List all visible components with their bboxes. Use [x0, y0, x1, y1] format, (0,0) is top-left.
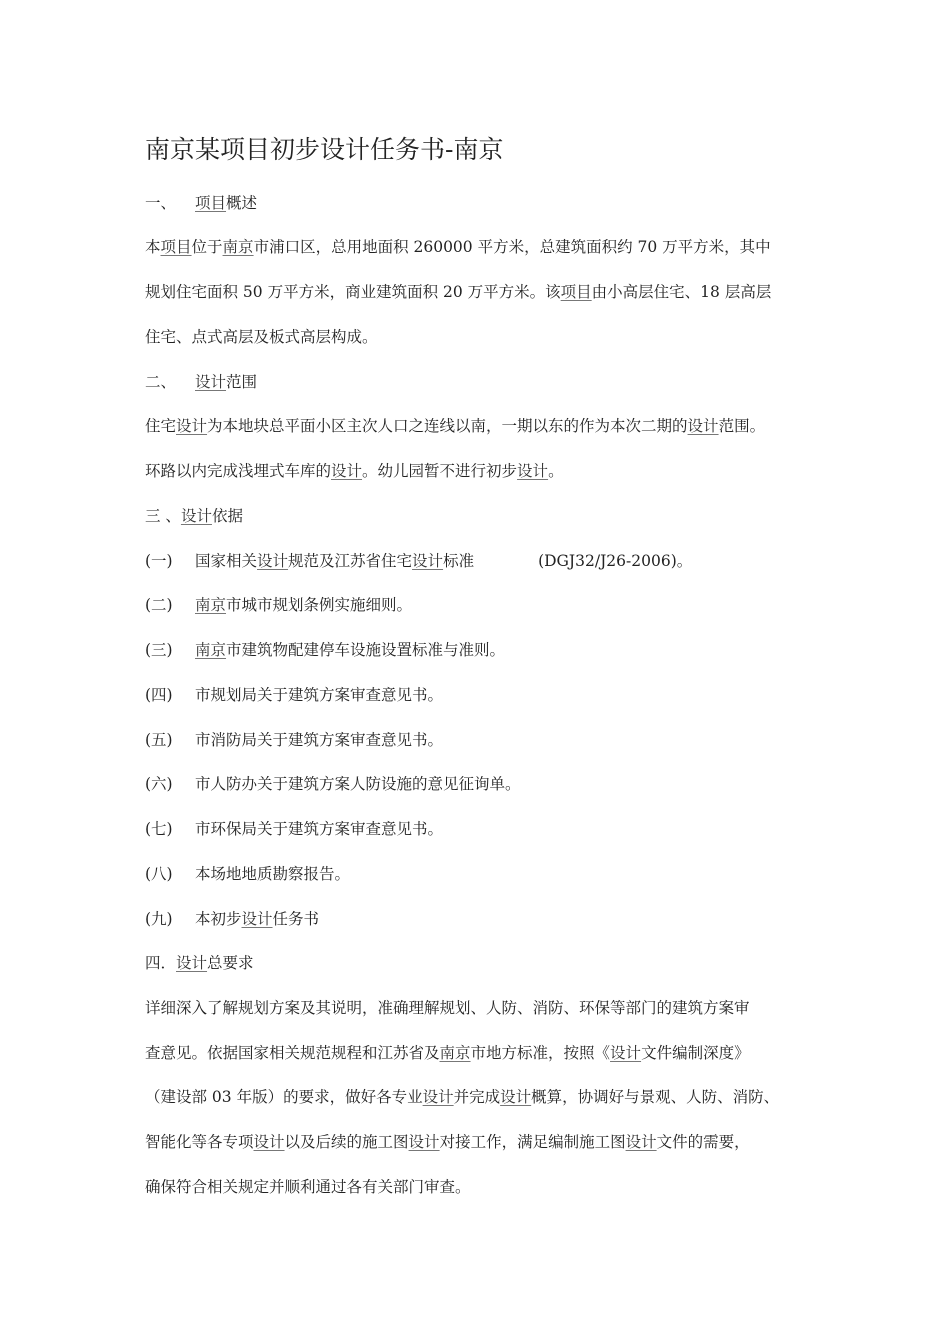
paragraph-line: 住宅、点式高层及板式高层构成。 — [145, 328, 378, 346]
keyword-nanjing: 南京 — [195, 596, 227, 614]
paragraph-line: （建设部 03 年版）的要求，做好各专业设计并完成设计概算，协调好与景观、人防、消防、 — [145, 1088, 780, 1106]
paragraph-line: 住宅设计为本地块总平面小区主次人口之连线以南，一期以东的作为本次二期的设计范围。 — [145, 417, 766, 435]
document-title: 南京某项目初步设计任务书-南京 — [145, 135, 504, 164]
list-item: (八) 本场地地质勘察报告。 — [145, 865, 351, 883]
keyword-design: 设计 — [257, 552, 289, 570]
keyword-design: 设计 — [331, 462, 363, 480]
paragraph-line: 详细深入了解规划方案及其说明，准确理解规划、人防、消防、环保等部门的建筑方案审 — [145, 999, 750, 1017]
section-heading-scope: 二、 设计范围 — [145, 373, 258, 391]
keyword-nanjing: 南京 — [439, 1044, 471, 1062]
paragraph-line: 查意见。依据国家相关规范规程和江苏省及南京市地方标准，按照《设计文件编制深度》 — [145, 1044, 750, 1062]
paragraph-line: 规划住宅面积 50 万平方米，商业建筑面积 20 万平方米。该项目由小高层住宅、18 层高层 — [145, 283, 772, 301]
section-heading-basis: 三 、设计依据 — [145, 507, 243, 525]
keyword-design: 设计 — [517, 462, 549, 480]
keyword-design: 设计 — [625, 1133, 657, 1151]
list-item: (六) 市人防办关于建筑方案人防设施的意见征询单。 — [145, 775, 521, 793]
keyword-nanjing: 南京 — [195, 641, 227, 659]
keyword-design: 设计 — [500, 1088, 532, 1106]
list-item: (五) 市消防局关于建筑方案审查意见书。 — [145, 731, 444, 749]
keyword-design: 设计 — [422, 1088, 454, 1106]
keyword-design: 设计 — [241, 910, 273, 928]
list-item: (三) 南京市建筑物配建停车设施设置标准与准则。 — [145, 641, 506, 659]
paragraph-line: 智能化等各专项设计以及后续的施工图设计对接工作，满足编制施工图设计文件的需要， — [145, 1133, 750, 1151]
keyword-design: 设计 — [408, 1133, 440, 1151]
paragraph-line: 环路以内完成浅埋式车库的设计。幼儿园暂不进行初步设计。 — [145, 462, 564, 480]
section-heading-requirements: 四．设计总要求 — [145, 954, 254, 972]
list-item: (二) 南京市城市规划条例实施细则。 — [145, 596, 413, 614]
keyword-nanjing: 南京 — [222, 238, 254, 256]
keyword-design: 设计 — [412, 552, 444, 570]
keyword-design: 设计 — [180, 507, 212, 525]
keyword-design: 设计 — [687, 417, 719, 435]
paragraph-line: 确保符合相关规定并顺利通过各有关部门审查。 — [145, 1178, 471, 1196]
list-item: (九) 本初步设计任务书 — [145, 910, 320, 928]
keyword-project: 项目 — [560, 283, 592, 301]
keyword-design: 设计 — [195, 373, 227, 391]
keyword-design: 设计 — [610, 1044, 642, 1062]
keyword-project: 项目 — [160, 238, 192, 256]
list-item: (一) 国家相关设计规范及江苏省住宅设计标准 (DGJ32/J26-2006)。 — [145, 552, 693, 570]
paragraph-line: 本项目位于南京市浦口区，总用地面积 260000 平方米，总建筑面积约 70 万平方米，其中 — [145, 238, 771, 256]
keyword-design: 设计 — [176, 954, 208, 972]
list-item: (四) 市规划局关于建筑方案审查意见书。 — [145, 686, 444, 704]
keyword-project: 项目 — [195, 194, 227, 212]
section-heading-overview: 一、 项目概述 — [145, 194, 258, 212]
list-item: (七) 市环保局关于建筑方案审查意见书。 — [145, 820, 444, 838]
keyword-design: 设计 — [176, 417, 208, 435]
keyword-design: 设计 — [253, 1133, 285, 1151]
